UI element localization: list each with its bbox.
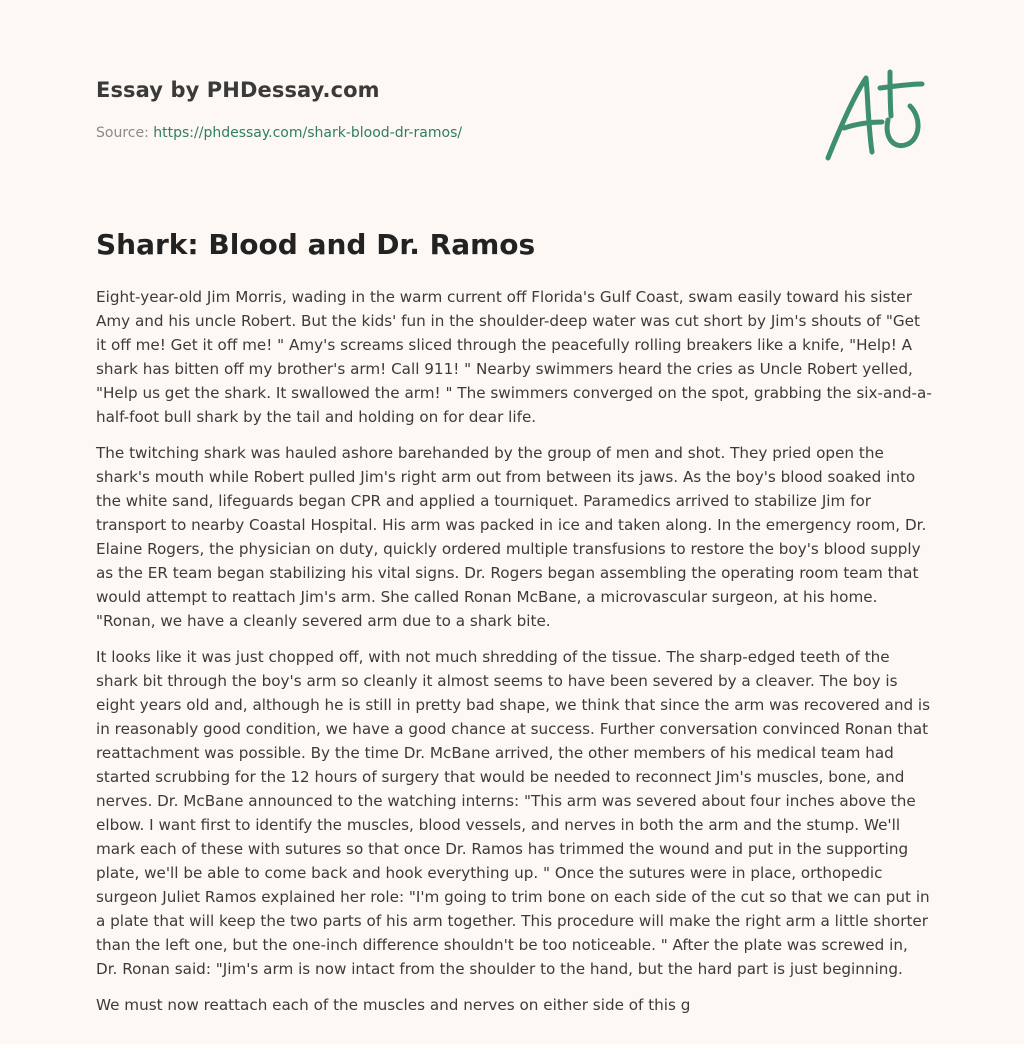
- a-plus-logo-icon: [818, 66, 934, 166]
- source-link[interactable]: https://phdessay.com/shark-blood-dr-ramos/: [153, 125, 463, 141]
- brand-title: Essay by PHDessay.com: [96, 78, 380, 102]
- source-label: Source:: [96, 125, 154, 141]
- essay-header: [96, 76, 796, 142]
- essay-body: [96, 285, 932, 1029]
- essay-paragraph: We must now reattach each of the muscles and nerves on either side of this g: [96, 996, 691, 1014]
- essay-paragraph: It looks like it was just chopped off, with not much shredding of the tissue. The sharp-edged teeth of the shark bit through the boy's arm so cleanly it almost seems to have been severed by a cleaver. The boy is eight years old and, although he is still in pretty bad shape, we think that since the arm was recovered and is in reasonably good condition, we have a good chance at success. Further conversation convinced Ronan that reattachment was possible. By the time Dr. McBane arrived, the other members of his medical team had started scrubbing for the 12 hours of surgery that would be needed to reconnect Jim's muscles, bone, and nerves. Dr. McBane announced to the watching interns: "This arm was severed about four inches above the elbow. I want first to identify the muscles, blood vessels, and nerves in both the arm and the stump. We'll mark each of these with sutures so that once Dr. Ramos has trimmed the wound and put in the supporting plate, we'll be able to come back and hook everything up. " Once the sutures were in place, orthopedic surgeon Juliet Ramos explained her role: "I'm going to trim bone on each side of the cut so that we can put in a plate that will keep the two parts of his arm together. This procedure will make the right arm a little shorter than the left one, but the one-inch difference shouldn't be too noticeable. " After the plate was screwed in, Dr. Ronan said: "Jim's arm is now intact from the shoulder to the hand, but the hard part is just beginning.: [96, 648, 931, 978]
- essay-title: Shark: Blood and Dr. Ramos: [96, 228, 536, 261]
- essay-paragraph: The twitching shark was hauled ashore barehanded by the group of men and shot. They pried open the shark's mouth while Robert pulled Jim's right arm out from between its jaws. As the boy's blood soaked into the white sand, lifeguards began CPR and applied a tourniquet. Paramedics arrived to stabilize Jim for transport to nearby Coastal Hospital. His arm was packed in ice and taken along. In the emergency room, Dr. Elaine Rogers, the physician on duty, quickly ordered multiple transfusions to restore the boy's blood supply as the ER team began stabilizing his vital signs. Dr. Rogers began assembling the operating room team that would attempt to reattach Jim's arm. She called Ronan McBane, a microvascular surgeon, at his home. "Ronan, we have a cleanly severed arm due to a shark bite.: [96, 444, 927, 630]
- essay-paragraph: Eight-year-old Jim Morris, wading in the warm current off Florida's Gulf Coast, swam easily toward his sister Amy and his uncle Robert. But the kids' fun in the shoulder-deep water was cut short by Jim's shouts of "Get it off me! Get it off me! " Amy's screams sliced through the peacefully rolling breakers like a knife, "Help! A shark has bitten off my brother's arm! Call 911! " Nearby swimmers heard the cries as Uncle Robert yelled, "Help us get the shark. It swallowed the arm! " The swimmers converged on the spot, grabbing the six-and-a-half-foot bull shark by the tail and holding on for dear life.: [96, 288, 932, 426]
- source-line: [96, 124, 796, 142]
